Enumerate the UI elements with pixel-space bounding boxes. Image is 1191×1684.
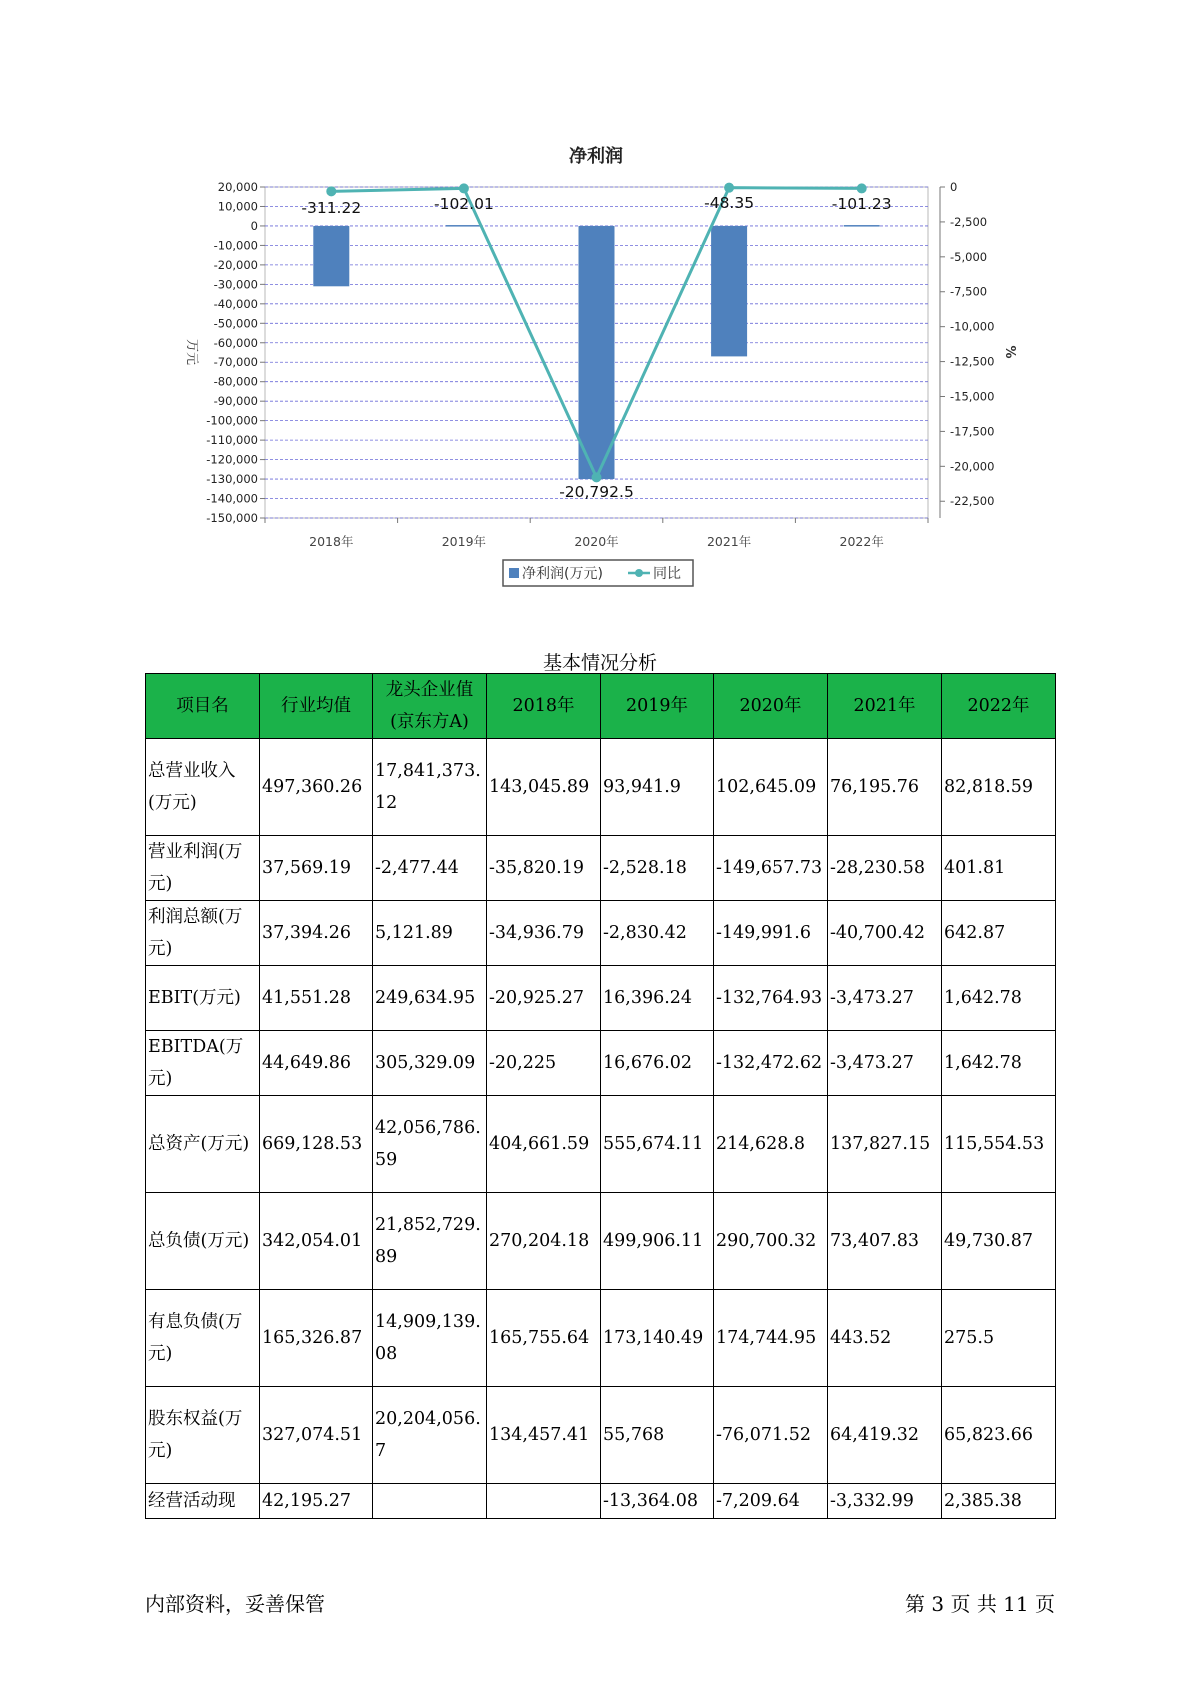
row-label: 营业利润(万元) [146, 836, 260, 901]
table-cell: 42,056,786.59 [373, 1096, 487, 1193]
basic-info-table [145, 673, 1056, 1519]
y2-tick-label: -2,500 [950, 214, 988, 229]
table-header-row [146, 674, 1056, 739]
table-cell: 173,140.49 [601, 1290, 714, 1387]
net-profit-bar [313, 226, 349, 286]
y-tick-label: -50,000 [213, 316, 258, 331]
y-tick-label: -150,000 [206, 511, 258, 525]
table-row [146, 1096, 1056, 1193]
table-cell: 137,827.15 [828, 1096, 942, 1193]
table-cell: 93,941.9 [601, 739, 714, 836]
table-cell: 64,419.32 [828, 1387, 942, 1484]
row-label: 有息负债(万元) [146, 1290, 260, 1387]
table-cell: 443.52 [828, 1290, 942, 1387]
y-tick-label: -20,000 [213, 257, 258, 272]
table-cell: 327,074.51 [260, 1387, 373, 1484]
y2-tick-label: -10,000 [950, 319, 995, 334]
x-tick-label: 2018年 [309, 534, 354, 549]
table-cell: -34,936.79 [487, 901, 601, 966]
table-title: 基本情况分析 [542, 652, 657, 674]
row-label: 经营活动现 [146, 1484, 260, 1519]
legend-swatch-point [635, 569, 643, 577]
table-row [146, 966, 1056, 1031]
column-header: 2021年 [828, 674, 942, 739]
table-cell: -2,830.42 [601, 901, 714, 966]
y-axis-label: 万元 [184, 338, 199, 366]
y-tick-label: -70,000 [213, 355, 258, 370]
table-cell: 17,841,373.12 [373, 739, 487, 836]
yoy-point [724, 183, 734, 193]
table-cell: -132,764.93 [714, 966, 828, 1031]
data-label: -311.22 [301, 199, 362, 217]
table-cell: 82,818.59 [942, 739, 1056, 836]
legend-label: 净利润(万元) [522, 566, 603, 582]
table-cell: 42,195.27 [260, 1484, 373, 1519]
row-label: 利润总额(万元) [146, 901, 260, 966]
table-row [146, 1387, 1056, 1484]
table-row [146, 1031, 1056, 1096]
y-tick-label: -40,000 [213, 296, 258, 311]
data-label: -101.23 [831, 195, 892, 213]
table-cell: 555,674.11 [601, 1096, 714, 1193]
table-cell: -35,820.19 [487, 836, 601, 901]
table-cell: 2,385.38 [942, 1484, 1056, 1519]
x-tick-label: 2019年 [441, 534, 487, 549]
y-tick-label: -130,000 [206, 472, 258, 487]
y2-tick-label: -15,000 [950, 389, 995, 404]
table-cell: 55,768 [601, 1387, 714, 1484]
table-cell: 21,852,729.89 [373, 1193, 487, 1290]
table-cell: 669,128.53 [260, 1096, 373, 1193]
table-cell: -2,528.18 [601, 836, 714, 901]
table-cell: 16,676.02 [601, 1031, 714, 1096]
table-cell: -40,700.42 [828, 901, 942, 966]
net-profit-bar [579, 226, 615, 479]
table-cell: 37,569.19 [260, 836, 373, 901]
data-label: -48.35 [704, 194, 755, 212]
y-tick-label: -90,000 [213, 394, 258, 409]
y-tick-label: 0 [250, 218, 258, 233]
table-cell: 41,551.28 [260, 966, 373, 1031]
column-header: 龙头企业值(京东方A) [373, 674, 487, 739]
net-profit-bar [711, 226, 747, 356]
legend-swatch-bar [509, 568, 519, 578]
y-tick-label: -60,000 [213, 335, 258, 350]
table-cell: -76,071.52 [714, 1387, 828, 1484]
table-cell: 14,909,139.08 [373, 1290, 487, 1387]
table-cell: -20,225 [487, 1031, 601, 1096]
table-cell: 165,755.64 [487, 1290, 601, 1387]
chart-legend [503, 560, 693, 586]
column-header: 行业均值 [260, 674, 373, 739]
row-label: 总营业收入(万元) [146, 739, 260, 836]
legend-label: 同比 [653, 566, 681, 582]
y-tick-label: -10,000 [213, 238, 258, 253]
x-tick-label: 2020年 [574, 534, 619, 549]
yoy-point [459, 183, 469, 193]
table-cell [373, 1484, 487, 1519]
table-cell: 143,045.89 [487, 739, 601, 836]
table-cell: 5,121.89 [373, 901, 487, 966]
column-header: 2020年 [714, 674, 828, 739]
table-cell: 37,394.26 [260, 901, 373, 966]
table-cell: -3,473.27 [828, 1031, 942, 1096]
table-row [146, 1193, 1056, 1290]
table-cell: 102,645.09 [714, 739, 828, 836]
table-cell: 73,407.83 [828, 1193, 942, 1290]
y2-tick-label: 0 [950, 180, 958, 194]
table-cell: -7,209.64 [714, 1484, 828, 1519]
table-cell: 49,730.87 [942, 1193, 1056, 1290]
table-cell: -3,473.27 [828, 966, 942, 1031]
table-cell: 401.81 [942, 836, 1056, 901]
table-cell: 1,642.78 [942, 1031, 1056, 1096]
footer-note: 内部资料，妥善保管 [145, 1592, 325, 1616]
y2-tick-label: -7,500 [950, 284, 988, 299]
row-label: 总负债(万元) [146, 1193, 260, 1290]
table-cell: 404,661.59 [487, 1096, 601, 1193]
x-tick-label: 2021年 [706, 534, 752, 549]
table-row [146, 901, 1056, 966]
table-cell: 20,204,056.7 [373, 1387, 487, 1484]
y2-tick-label: -12,500 [950, 354, 995, 369]
y-tick-label: -120,000 [206, 452, 258, 467]
data-label: -20,792.5 [559, 483, 634, 501]
table-cell: -28,230.58 [828, 836, 942, 901]
column-header: 2019年 [601, 674, 714, 739]
table-row [146, 1484, 1056, 1519]
yoy-point [326, 186, 336, 196]
table-cell: 134,457.41 [487, 1387, 601, 1484]
table-cell: 499,906.11 [601, 1193, 714, 1290]
table-cell: 270,204.18 [487, 1193, 601, 1290]
x-tick-label: 2022年 [839, 534, 884, 549]
y-tick-label: 10,000 [217, 199, 258, 214]
data-label: -102.01 [433, 195, 494, 213]
table-cell: 642.87 [942, 901, 1056, 966]
table-cell: -13,364.08 [601, 1484, 714, 1519]
table-cell: -20,925.27 [487, 966, 601, 1031]
table-cell: -3,332.99 [828, 1484, 942, 1519]
chart-bars [313, 225, 879, 479]
y-tick-label: -140,000 [206, 491, 258, 506]
column-header: 项目名 [146, 674, 260, 739]
table-cell: 44,649.86 [260, 1031, 373, 1096]
table-cell [487, 1484, 601, 1519]
table-row [146, 739, 1056, 836]
table-cell: 165,326.87 [260, 1290, 373, 1387]
column-header: 2018年 [487, 674, 601, 739]
yoy-point [592, 472, 602, 482]
table-row [146, 836, 1056, 901]
table-cell: 76,195.76 [828, 739, 942, 836]
net-profit-chart [0, 0, 1191, 600]
chart-title: 净利润 [569, 146, 623, 167]
net-profit-bar [446, 225, 482, 227]
y-tick-label: -80,000 [213, 374, 258, 389]
row-label: EBITDA(万元) [146, 1031, 260, 1096]
row-label: 股东权益(万元) [146, 1387, 260, 1484]
y2-tick-label: -20,000 [950, 459, 995, 474]
y2-axis-label: % [1002, 345, 1017, 359]
table-cell: 249,634.95 [373, 966, 487, 1031]
table-cell: 115,554.53 [942, 1096, 1056, 1193]
net-profit-bar [844, 225, 880, 227]
table-cell: 65,823.66 [942, 1387, 1056, 1484]
y2-tick-label: -22,500 [950, 494, 995, 509]
column-header: 2022年 [942, 674, 1056, 739]
y-tick-label: -30,000 [213, 277, 258, 292]
table-cell: 290,700.32 [714, 1193, 828, 1290]
y2-tick-label: -5,000 [950, 249, 988, 264]
table-cell: 214,628.8 [714, 1096, 828, 1193]
table-cell: -2,477.44 [373, 836, 487, 901]
table-row [146, 1290, 1056, 1387]
table-cell: 275.5 [942, 1290, 1056, 1387]
table-cell: 1,642.78 [942, 966, 1056, 1031]
y-tick-label: 20,000 [217, 180, 258, 194]
y-tick-label: -100,000 [206, 413, 258, 428]
table-cell: 342,054.01 [260, 1193, 373, 1290]
row-label: 总资产(万元) [146, 1096, 260, 1193]
yoy-point [857, 183, 867, 193]
table-cell: 305,329.09 [373, 1031, 487, 1096]
table-cell: -132,472.62 [714, 1031, 828, 1096]
table-cell: 174,744.95 [714, 1290, 828, 1387]
row-label: EBIT(万元) [146, 966, 260, 1031]
table-cell: 497,360.26 [260, 739, 373, 836]
table-cell: 16,396.24 [601, 966, 714, 1031]
page-number: 第 3 页 共 11 页 [905, 1592, 1055, 1616]
y-tick-label: -110,000 [206, 433, 258, 448]
table-cell: -149,991.6 [714, 901, 828, 966]
y2-tick-label: -17,500 [950, 424, 995, 439]
table-cell: -149,657.73 [714, 836, 828, 901]
